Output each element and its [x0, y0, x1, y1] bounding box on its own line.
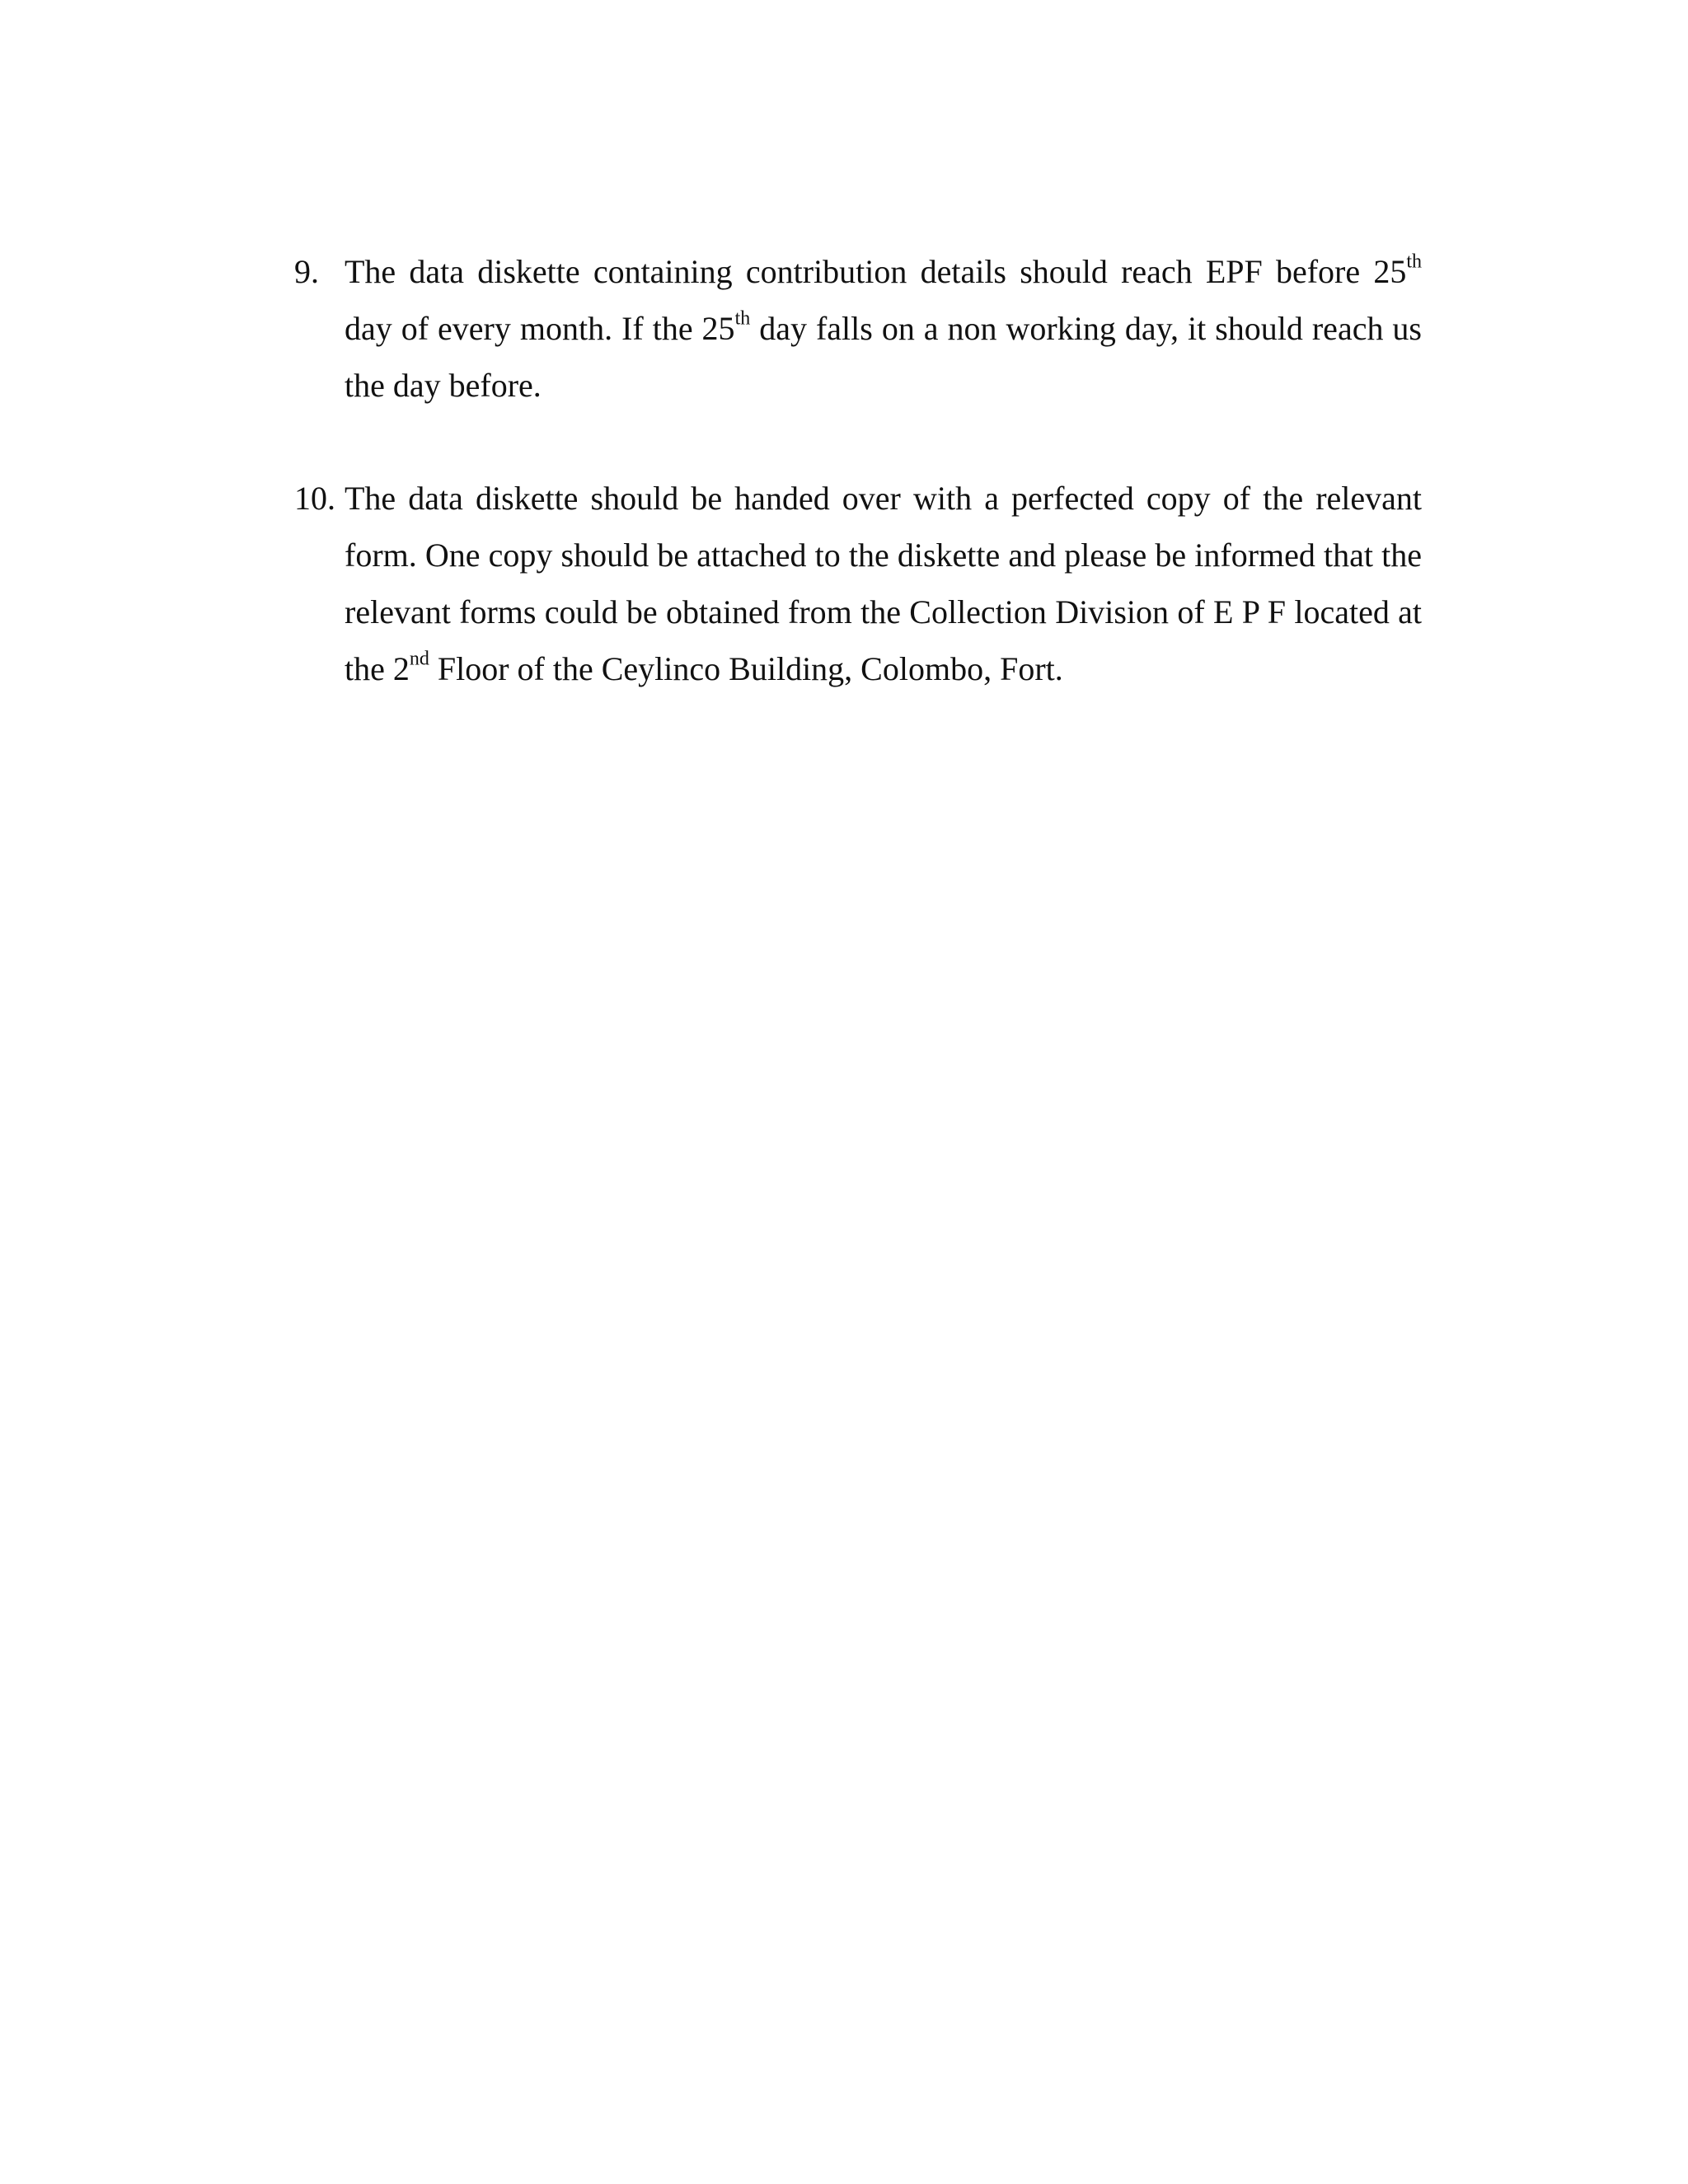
ordinal-suffix: nd — [409, 648, 429, 670]
item-number: 10. — [294, 480, 335, 517]
list-item-10 — [294, 470, 1422, 697]
numbered-list — [294, 243, 1422, 697]
text-segment: The data diskette should be handed over with a perfected copy of the relevant form. One copy should be attached to the diskette and please be informed that the relevant forms could be obtained from the Collection Division of E P F located at the 2 — [345, 480, 1422, 687]
list-item-9 — [294, 243, 1422, 414]
ordinal-suffix: th — [734, 307, 751, 330]
text-segment: day of every month. If the 25 — [345, 310, 735, 347]
text-segment: Floor of the Ceylinco Building, Colombo, Fort. — [429, 650, 1063, 687]
text-segment: day falls on a non working day, it should reach us the day before. — [345, 310, 1422, 404]
text-segment: The data diskette containing contribution details should reach EPF before 25 — [345, 253, 1407, 290]
ordinal-suffix: th — [1406, 251, 1422, 273]
item-text — [345, 480, 1422, 687]
item-text — [345, 253, 1422, 404]
item-number: 9. — [294, 253, 319, 290]
